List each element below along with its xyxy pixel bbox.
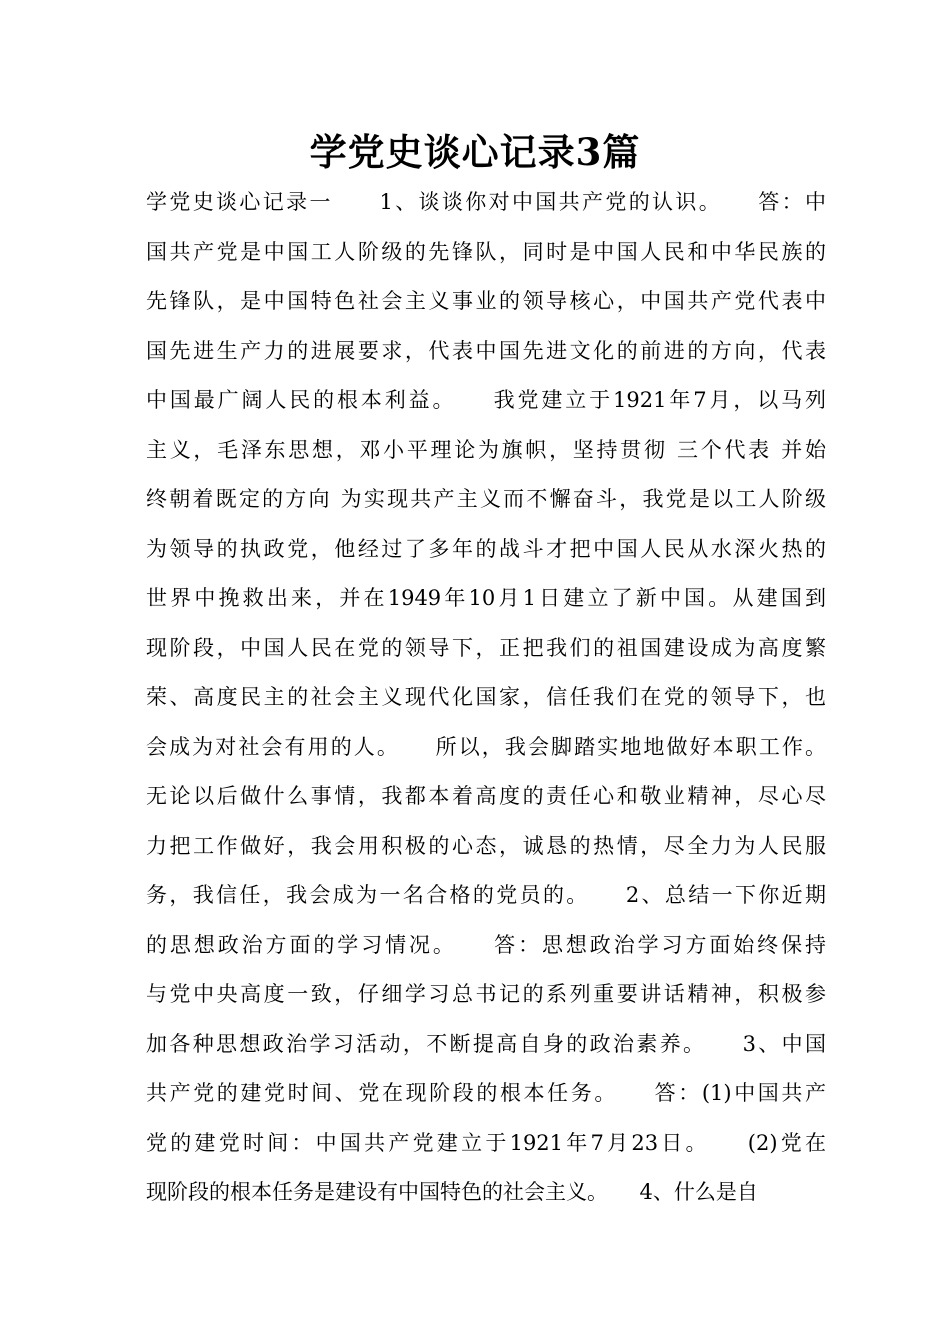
body-line: 先锋队，是中国特色社会主义事业的领导核心，中国共产党代表中 [146,289,826,313]
body-line: 中国最广阔人民的根本利益。 我党建立于1921年7月，以马列 [146,388,826,412]
body-line: 务，我信任，我会成为一名合格的党员的。 2、总结一下你近期 [146,883,826,907]
body-line: 学党史谈心记录一 1、谈谈你对中国共产党的认识。 答：中 [146,190,826,214]
body-line: 荣、高度民主的社会主义现代化国家，信任我们在党的领导下，也 [146,685,826,709]
body-line: 力把工作做好，我会用积极的心态，诚恳的热情，尽全力为人民服 [146,833,826,858]
body-line: 会成为对社会有用的人。 所以，我会脚踏实地地做好本职工作。 [146,734,826,759]
body-line: 无论以后做什么事情，我都本着高度的责任心和敬业精神，尽心尽 [146,784,826,808]
document-title: 学党史谈心记录3篇 [309,130,641,174]
body-line: 终朝着既定的方向 为实现共产主义而不懈奋斗，我党是以工人阶级 [146,487,826,511]
body-line: 世界中挽救出来，并在1949年10月1日建立了新中国。从建国到 [146,586,826,610]
body-line: 与党中央高度一致，仔细学习总书记的系列重要讲话精神，积极参 [146,982,826,1006]
body-line: 为领导的执政党，他经过了多年的战斗才把中国人民从水深火热的 [146,536,826,561]
body-line: 国共产党是中国工人阶级的先锋队，同时是中国人民和中华民族的 [146,239,826,264]
body-line: 国先进生产力的进展要求，代表中国先进文化的前进的方向，代表 [146,338,826,363]
body-line: 现阶段的根本任务是建设有中国特色的社会主义。 4、什么是自 [146,1180,758,1204]
document-body [146,178,826,1218]
body-line: 共产党的建党时间、党在现阶段的根本任务。 答：(1)中国共产 [146,1081,826,1105]
body-line: 现阶段，中国人民在党的领导下，正把我们的祖国建设成为高度繁 [146,635,826,660]
body-line: 加各种思想政治学习活动，不断提高自身的政治素养。 3、中国 [146,1031,826,1056]
body-line: 主义，毛泽东思想，邓小平理论为旗帜，坚持贯彻 三个代表 并始 [146,437,826,462]
body-line: 党的建党时间：中国共产党建立于1921年7月23日。 (2)党在 [146,1130,826,1155]
body-line: 的思想政治方面的学习情况。 答：思想政治学习方面始终保持 [146,932,826,957]
